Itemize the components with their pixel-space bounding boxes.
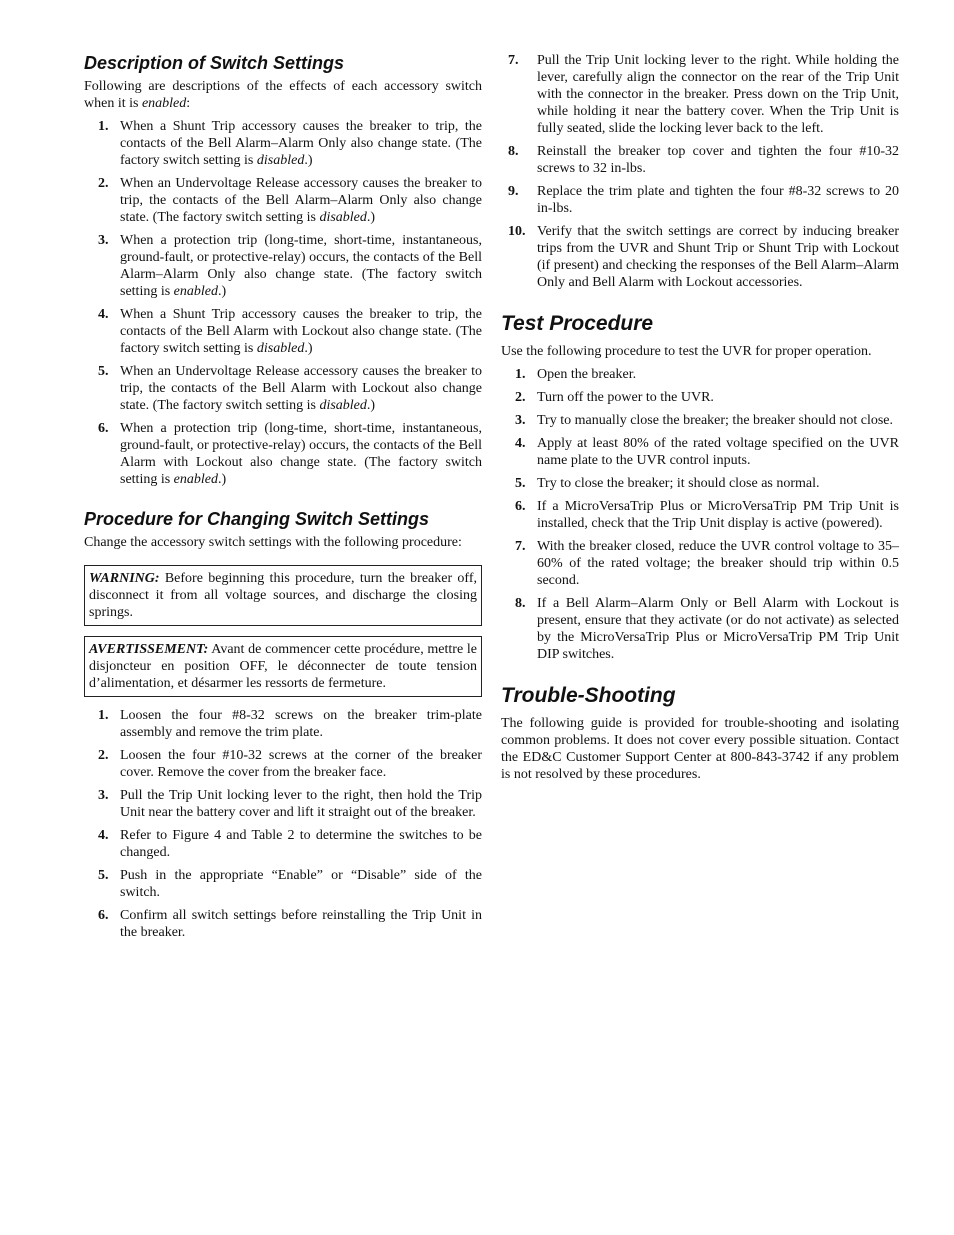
heading-trouble-shooting: Trouble-Shooting [501,684,676,707]
heading-procedure-for-changing-switch-settings: Procedure for Changing Switch Settings [84,509,430,529]
list-item-text-end: .) [218,472,227,487]
list-item [84,118,482,169]
list-item-text: When an Undervoltage Release accessory causes the breaker to trip, the contacts of the Bell Alarm–Alarm Only also change state. (The factory switch setting is [120,176,482,225]
description-intro: Following are descriptions of the effects of each accessory switch when it is enabled: [84,79,482,111]
heading-description-of-switch-settings: Description of Switch Settings [84,53,345,73]
list-item-number: 5. [98,364,109,379]
list-item-number: 6. [515,499,526,514]
list-item-text: Pull the Trip Unit locking lever to the right. While holding the lever, carefully align the connector on the rear of the Trip Unit with the connector in the breaker. Press down on the Trip Unit, while holding it near the battery cover. When the Trip Unit is fully seated, slide the locking lever back to the left. [537,53,899,136]
list-item-text-end: .) [366,210,376,225]
list-item [501,538,899,589]
list-item-text: Loosen the four #10-32 screws at the corner of the breaker cover. Remove the cover from the breaker face. [120,748,482,780]
list-item-text: When a protection trip (long-time, short-time, instantaneous, ground-fault, or protective-relay) occurs, the contacts of the Bell Alarm with Lockout also change state. (The factory switch setting is [120,421,482,487]
list-item-text: Push in the appropriate “Enable” or “Disable” side of the switch. [120,868,482,900]
list-item-text: When an Undervoltage Release accessory causes the breaker to trip, the contacts of the Bell Alarm with Lockout also change state. (The factory switch setting is [120,364,482,413]
test-intro: Use the following procedure to test the UVR for proper operation. [501,344,872,359]
list-item [501,52,899,137]
list-item [501,366,899,383]
list-item-text: When a protection trip (long-time, short-time, instantaneous, ground-fault, or protective-relay) occurs, the contacts of the Bell Alarm–Alarm Only also change state. (The factory switch setting is [120,233,482,299]
list-item-number: 5. [515,476,526,491]
list-item-text-end: .) [366,398,376,413]
list-item [501,475,899,492]
list-item-number: 4. [98,307,109,322]
list-item-number: 8. [508,144,519,159]
list-item [84,827,482,861]
list-item-text: Confirm all switch settings before reinstalling the Trip Unit in the breaker. [120,908,482,940]
list-item-text: Refer to Figure 4 and Table 2 to determine the switches to be changed. [120,828,482,860]
list-item-text: Replace the trim plate and tighten the four #8-32 screws to 20 in-lbs. [537,184,899,216]
list-item-number: 8. [515,596,526,611]
list-item [501,595,899,663]
list-item [501,435,899,469]
list-item-number: 3. [515,413,526,428]
list-item-setting: enabled [173,284,218,299]
list-item-text: Try to close the breaker; it should close as normal. [537,476,820,491]
list-item-number: 4. [515,436,526,451]
list-item-setting: enabled [173,472,218,487]
list-item [84,306,482,357]
list-item-number: 9. [508,184,519,199]
description-list [84,118,482,488]
list-item-text: When a Shunt Trip accessory causes the breaker to trip, the contacts of the Bell Alarm with Lockout also change state. (The factory switch setting is [120,307,482,356]
list-item [84,420,482,488]
list-item [501,143,899,177]
list-item [84,175,482,226]
warning-box [84,565,482,626]
list-item-text: Turn off the power to the UVR. [537,390,714,405]
list-item-text-end: .) [304,341,313,356]
list-item-setting: disabled [256,153,305,168]
warning-text: Before beginning this procedure, turn the breaker off, disconnect it from all voltage sources, and discharge the closing springs. [89,571,477,620]
heading-test-procedure: Test Procedure [501,312,654,335]
list-item-number: 7. [508,53,519,68]
list-item-text: If a Bell Alarm–Alarm Only or Bell Alarm with Lockout is present, ensure that they activate (or do not activate) as selected by the MicroVersaTrip Plus or MicroVersaTrip PM Trip Unit DIP switches. [537,596,899,662]
list-item-setting: disabled [319,210,367,225]
list-item-text: Apply at least 80% of the rated voltage specified on the UVR name plate to the UVR control inputs. [537,436,899,468]
list-item-text: Verify that the switch settings are correct by inducing breaker trips from the UVR and Shunt Trip or Shunt Trip with Lockout (if present) and checking the responses of the Bell Alarm–Alarm Only and Bell Alarm with Lockout accessories. [537,224,899,290]
list-item-text: Loosen the four #8-32 screws on the breaker trim-plate assembly and remove the trim plate. [120,708,482,740]
list-item-text: Pull the Trip Unit locking lever to the right, then hold the Trip Unit near the battery cover and lift it straight out of the breaker. [120,788,482,820]
list-item [84,747,482,781]
list-item-number: 5. [98,868,109,883]
list-item [501,183,899,217]
list-item-setting: disabled [256,341,305,356]
list-item-number: 6. [98,421,109,436]
list-item [501,223,899,291]
avertissement-text: Avant de commencer cette procédure, mettre le disjoncteur en position OFF, le déconnecter de toute tension d’alimentation, et désarmer les ressorts de fermeture. [89,642,477,691]
test-procedure-list [501,366,899,663]
list-item-number: 1. [98,119,109,134]
list-item [84,707,482,741]
list-item-text-end: .) [218,284,227,299]
list-item [84,907,482,941]
avertissement-label: AVERTISSEMENT: [89,642,209,657]
list-item-text: Try to manually close the breaker; the breaker should not close. [537,413,893,428]
list-item [84,232,482,300]
list-item-number: 1. [98,708,109,723]
list-item-number: 2. [98,176,109,191]
list-item-text: When a Shunt Trip accessory causes the breaker to trip, the contacts of the Bell Alarm–Alarm Only also change state. (The factory switch setting is [120,119,482,168]
list-item-setting: disabled [319,398,367,413]
list-item-number: 6. [98,908,109,923]
list-item-number: 4. [98,828,109,843]
list-item [501,412,899,429]
list-item-text: With the breaker closed, reduce the UVR control voltage to 35–60% of the rated voltage; the breaker should trip within 0.5 second. [537,539,899,588]
list-item-number: 7. [515,539,526,554]
procedure-list [84,707,482,941]
trouble-shooting-text: The following guide is provided for trouble-shooting and isolating common problems. It does not cover every possible situation. Contact the ED&C Customer Support Center at 800-843-3742 if any problem is not resolved by these procedures. [501,716,899,782]
list-item [84,867,482,901]
list-item-text: Open the breaker. [537,367,637,382]
list-item [501,498,899,532]
list-item [501,389,899,406]
left-column [84,52,482,947]
list-item-text: Reinstall the breaker top cover and tighten the four #10-32 screws to 32 in-lbs. [537,144,899,176]
list-item-number: 3. [98,233,109,248]
list-item [84,363,482,414]
list-item-text: If a MicroVersaTrip Plus or MicroVersaTrip PM Trip Unit is installed, check that the Trip Unit display is active (powered). [537,499,899,531]
right-column [501,52,899,789]
procedure-intro: Change the accessory switch settings with the following procedure: [84,535,462,550]
list-item-text-end: .) [304,153,313,168]
list-item-number: 10. [508,224,526,239]
avertissement-box [84,636,482,697]
list-item [84,787,482,821]
list-item-number: 1. [515,367,526,382]
warning-label: WARNING: [89,571,160,586]
procedure-continued-list [501,52,899,291]
list-item-number: 3. [98,788,109,803]
list-item-number: 2. [98,748,109,763]
list-item-number: 2. [515,390,526,405]
